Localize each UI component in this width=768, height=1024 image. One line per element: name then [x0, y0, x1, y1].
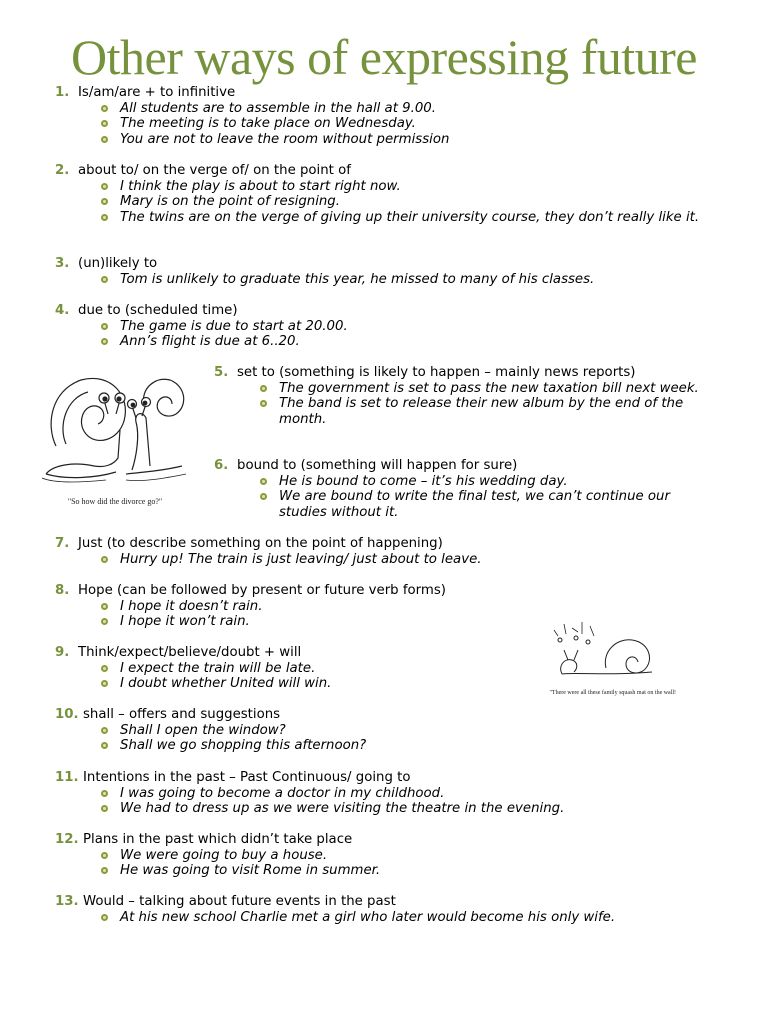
section-number: 12. — [55, 832, 79, 847]
section-10 — [55, 707, 745, 754]
cartoon-caption: "There were all these family squash mat on the wall!" — [549, 690, 676, 696]
bullet-icon — [260, 400, 267, 407]
section-number: 8. — [55, 583, 70, 598]
bullet-icon — [101, 665, 108, 672]
example-item: Ann’s flight is due at 6..20. — [101, 334, 745, 350]
section-heading: about to/ on the verge of/ on the point of — [78, 163, 351, 178]
bullet-icon — [101, 680, 108, 687]
example-item: The meeting is to take place on Wednesday. — [101, 116, 745, 132]
bullet-icon — [260, 478, 267, 485]
section-heading: set to (something is likely to happen – mainly news reports) — [237, 365, 636, 380]
bullet-icon — [101, 790, 108, 797]
section-number: 2. — [55, 163, 70, 178]
bullet-icon — [101, 618, 108, 625]
section-number: 4. — [55, 303, 70, 318]
bullet-icon — [101, 183, 108, 190]
section-number: 3. — [55, 256, 70, 271]
section-5 — [214, 365, 734, 427]
bullet-icon — [101, 198, 108, 205]
example-item: We had to dress up as we were visiting the theatre in the evening. — [101, 801, 745, 817]
bullet-icon — [101, 214, 108, 221]
section-13 — [55, 894, 745, 925]
section-number: 6. — [214, 458, 229, 473]
section-1 — [55, 85, 745, 147]
bullet-icon — [101, 805, 108, 812]
section-6 — [214, 458, 714, 520]
bullet-icon — [101, 603, 108, 610]
section-4 — [55, 303, 745, 350]
example-item: I hope it doesn’t rain. — [101, 599, 655, 615]
section-heading: due to (scheduled time) — [78, 303, 238, 318]
section-heading: Would – talking about future events in the past — [83, 894, 396, 909]
section-heading: Think/expect/believe/doubt + will — [78, 645, 302, 660]
section-2 — [55, 163, 745, 225]
bullet-icon — [260, 385, 267, 392]
section-heading: bound to (something will happen for sure) — [237, 458, 518, 473]
section-9 — [55, 645, 535, 692]
section-heading: Is/am/are + to infinitive — [78, 85, 236, 100]
section-7 — [55, 536, 745, 567]
example-item: I think the play is about to start right now. — [101, 179, 745, 195]
section-number: 5. — [214, 365, 229, 380]
example-item: Tom is unlikely to graduate this year, he missed to many of his classes. — [101, 272, 745, 288]
section-heading: (un)likely to — [78, 256, 158, 271]
example-item: We are bound to write the final test, we can’t continue our studies without it. — [260, 489, 714, 520]
example-item: At his new school Charlie met a girl who later would become his only wife. — [101, 910, 745, 926]
example-item: You are not to leave the room without permission — [101, 132, 745, 148]
example-item: I was going to become a doctor in my childhood. — [101, 786, 745, 802]
section-number: 11. — [55, 770, 79, 785]
bullet-icon — [101, 742, 108, 749]
example-item: The band is set to release their new album by the end of the month. — [260, 396, 734, 427]
section-number: 10. — [55, 707, 79, 722]
snail-couple-drawing — [36, 366, 194, 514]
section-number: 9. — [55, 645, 70, 660]
section-heading: Just (to describe something on the point of happening) — [78, 536, 443, 551]
section-3 — [55, 256, 745, 287]
bullet-icon — [260, 493, 267, 500]
page-title: Other ways of expressing future — [71, 29, 697, 85]
bullet-icon — [101, 276, 108, 283]
bullet-icon — [101, 323, 108, 330]
cartoon-caption: "So how did the divorce go?" — [67, 497, 163, 506]
example-item: All students are to assemble in the hall at 9.00. — [101, 101, 745, 117]
example-item: I expect the train will be late. — [101, 661, 535, 677]
snail-doodle-image — [548, 616, 676, 708]
example-item: He is bound to come – it’s his wedding day. — [260, 474, 714, 490]
example-item: Mary is on the point of resigning. — [101, 194, 745, 210]
example-item: The game is due to start at 20.00. — [101, 319, 745, 335]
bullet-icon — [101, 914, 108, 921]
section-heading: Hope (can be followed by present or future verb forms) — [78, 583, 446, 598]
bullet-icon — [101, 105, 108, 112]
example-item: The twins are on the verge of giving up their university course, they don’t really like it. — [101, 210, 745, 226]
example-item: Shall we go shopping this afternoon? — [101, 738, 745, 754]
example-item: The government is set to pass the new taxation bill next week. — [260, 381, 734, 397]
example-item: I hope it won’t rain. — [101, 614, 655, 630]
snail-cartoon-image — [36, 366, 194, 514]
section-heading: Intentions in the past – Past Continuous/ going to — [83, 770, 411, 785]
bullet-icon — [101, 727, 108, 734]
bullet-icon — [101, 556, 108, 563]
section-heading: shall – offers and suggestions — [83, 707, 281, 722]
example-item: We were going to buy a house. — [101, 848, 745, 864]
bullet-icon — [101, 120, 108, 127]
example-item: Hurry up! The train is just leaving/ just about to leave. — [101, 552, 745, 568]
section-heading: Plans in the past which didn’t take place — [83, 832, 353, 847]
bullet-icon — [101, 867, 108, 874]
section-number: 13. — [55, 894, 79, 909]
section-number: 7. — [55, 536, 70, 551]
example-item: Shall I open the window? — [101, 723, 745, 739]
bullet-icon — [101, 852, 108, 859]
example-item: I doubt whether United will win. — [101, 676, 535, 692]
section-11 — [55, 770, 745, 817]
example-item: He was going to visit Rome in summer. — [101, 863, 745, 879]
snail-wall-drawing — [548, 616, 676, 708]
section-number: 1. — [55, 85, 70, 100]
bullet-icon — [101, 136, 108, 143]
section-12 — [55, 832, 745, 879]
bullet-icon — [101, 338, 108, 345]
